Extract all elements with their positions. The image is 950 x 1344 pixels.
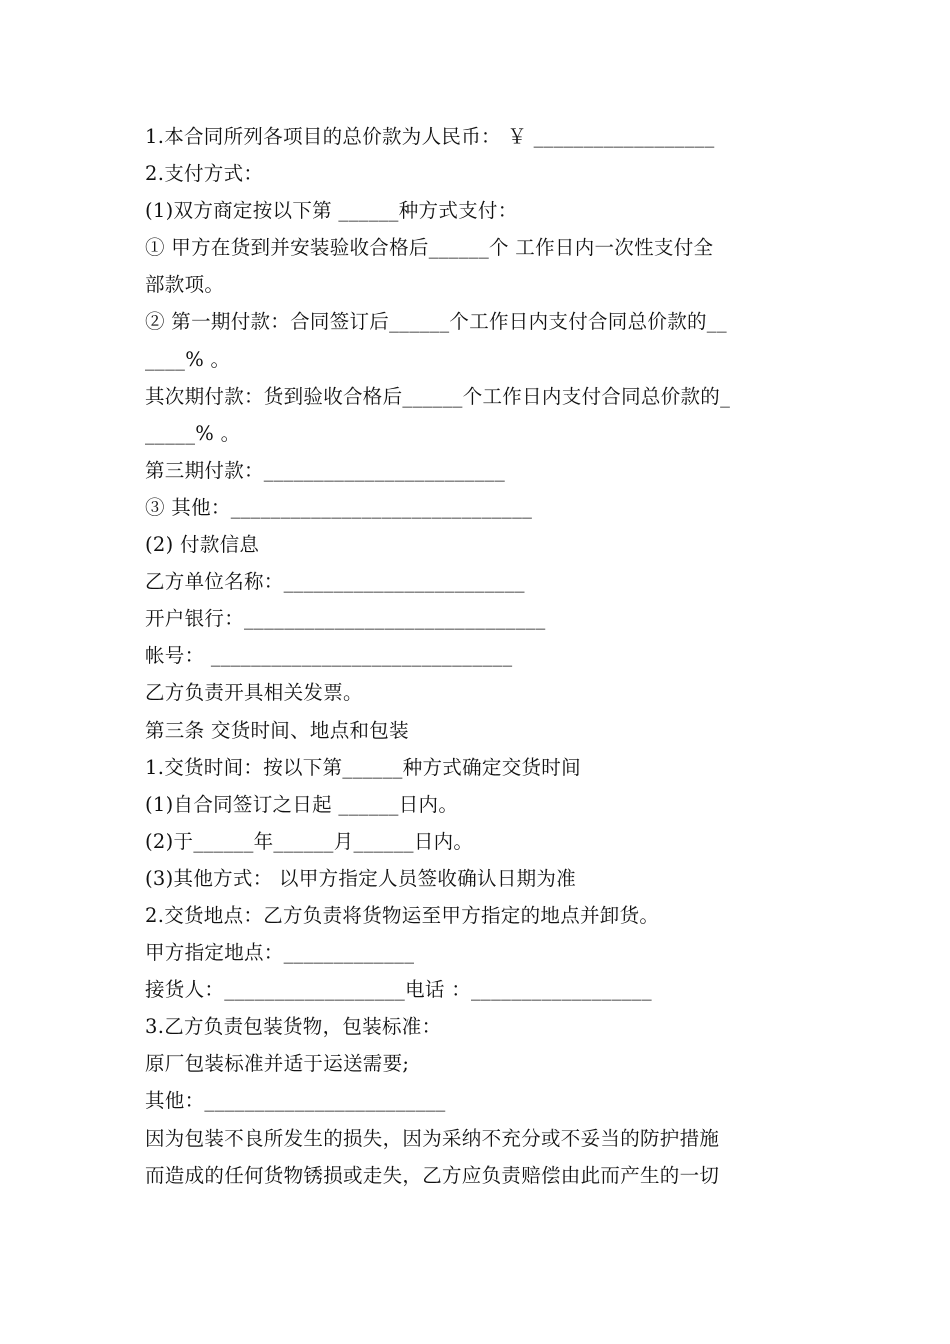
payment-option-1-cont: 部款项。 — [145, 273, 225, 297]
delivery-time-line: 1.交货时间：按以下第______种方式确定交货时间 — [145, 755, 581, 779]
party-b-name-line: 乙方单位名称：________________________ — [145, 570, 525, 594]
packaging-other-line: 其他：________________________ — [145, 1089, 446, 1113]
packaging-heading: 3.乙方负责包装货物，包装标准： — [145, 1015, 442, 1039]
payment-info-heading: (2) 付款信息 — [145, 533, 260, 557]
delivery-option-2: (2)于______年______月______日内。 — [145, 829, 474, 853]
liability-line-1: 因为包装不良所发生的损失，因为采纳不充分或不妥当的防护措施 — [145, 1126, 720, 1150]
delivery-option-3: (3)其他方式： 以甲方指定人员签收确认日期为准 — [145, 866, 577, 890]
payment-option-line: (1)双方商定按以下第 ______种方式支付： — [145, 199, 518, 223]
payment-method-heading: 2.支付方式： — [145, 162, 264, 186]
payment-other-line: ③ 其他：______________________________ — [145, 495, 533, 519]
account-line: 帐号： ______________________________ — [145, 644, 513, 668]
receiver-line: 接货人：__________________电话 ：__________________ — [145, 978, 652, 1002]
second-installment-cont: _____% 。 — [145, 421, 241, 445]
bank-line: 开户银行：______________________________ — [145, 607, 546, 631]
designated-place-line: 甲方指定地点：_____________ — [145, 941, 415, 965]
article-3-heading: 第三条 交货时间、地点和包装 — [145, 718, 409, 742]
liability-line-2: 而造成的任何货物锈损或走失，乙方应负责赔偿由此而产生的一切 — [145, 1163, 720, 1187]
first-installment-cont: ____% 。 — [145, 347, 231, 371]
delivery-place-line: 2.交货地点：乙方负责将货物运至甲方指定的地点并卸货。 — [145, 903, 660, 927]
second-installment-line: 其次期付款：货到验收合格后______个工作日内支付合同总价款的_ — [145, 384, 731, 408]
invoice-line: 乙方负责开具相关发票。 — [145, 681, 363, 705]
payment-option-1-line: ① 甲方在货到并安装验收合格后______个 工作日内一次性支付全 — [145, 236, 714, 260]
total-price-line: 1.本合同所列各项目的总价款为人民币： ￥ __________________ — [145, 125, 715, 148]
packaging-standard-line: 原厂包装标准并适于运送需要; — [145, 1052, 410, 1076]
delivery-option-1: (1)自合同签订之日起 ______日内。 — [145, 792, 459, 816]
third-installment-line: 第三期付款：________________________ — [145, 458, 505, 482]
first-installment-line: ② 第一期付款：合同签订后______个工作日内支付合同总价款的__ — [145, 310, 727, 334]
